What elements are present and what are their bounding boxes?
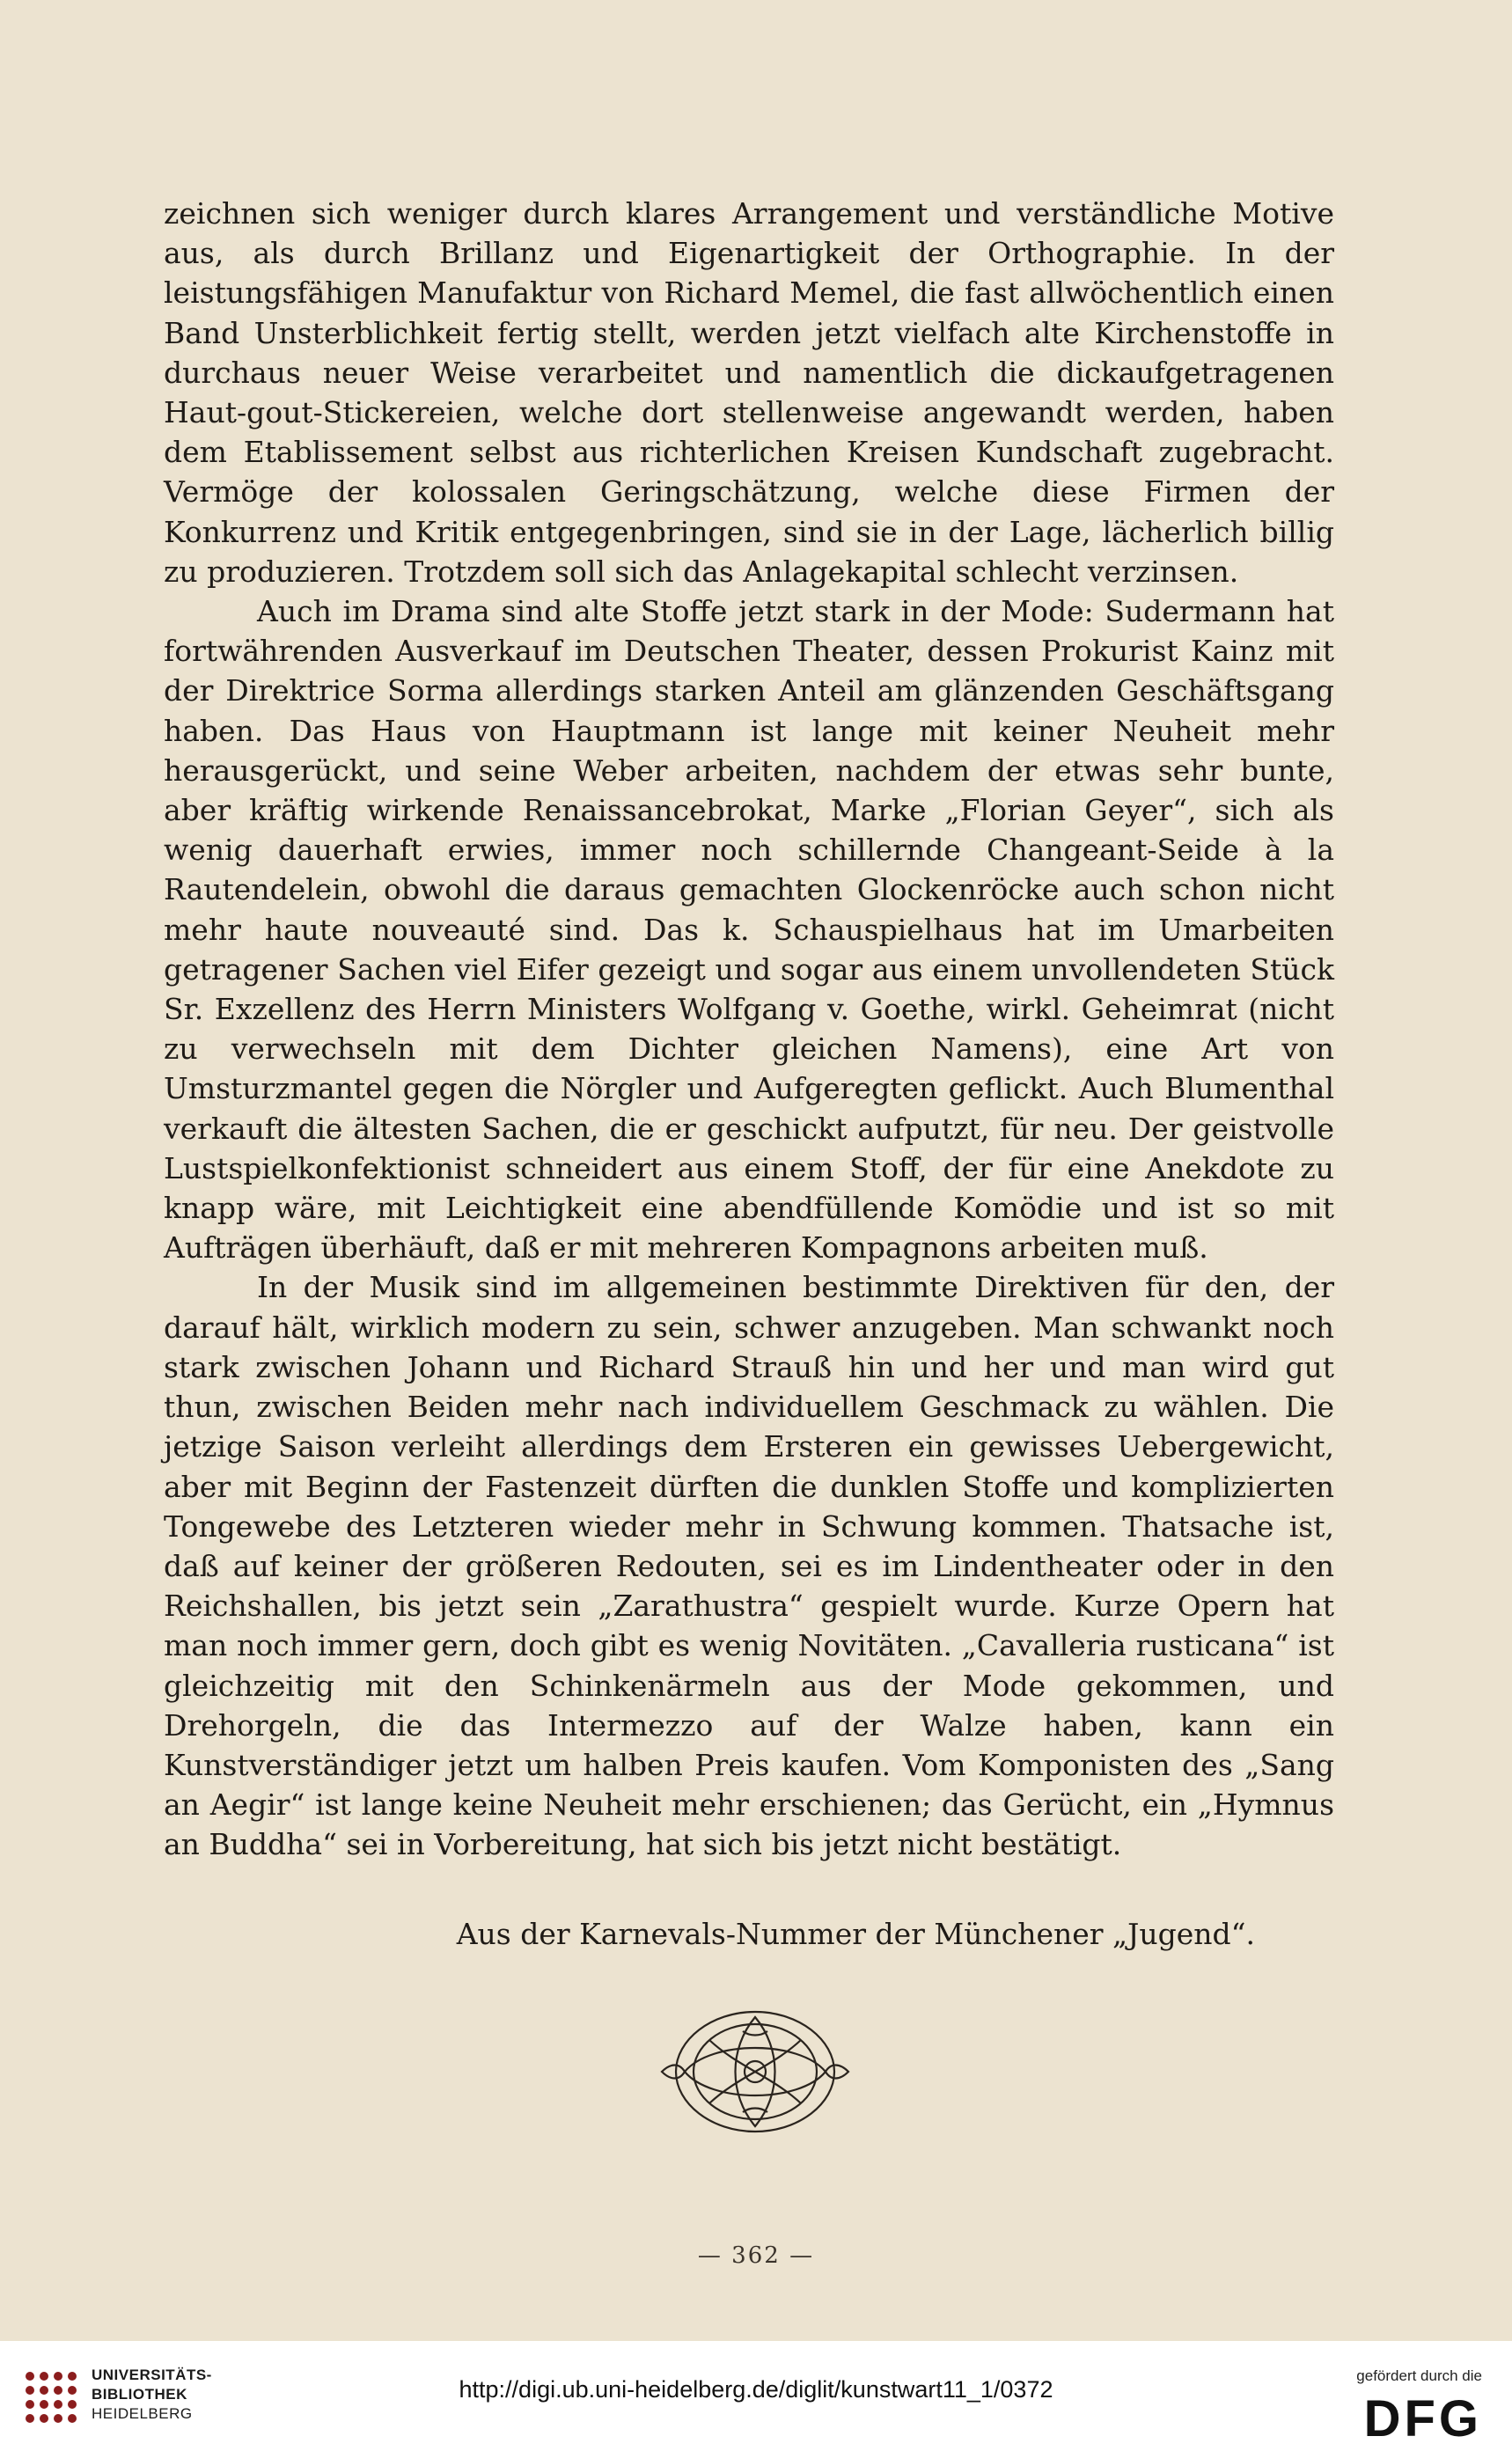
page-number: — 362 — [697,2242,815,2269]
dfg-logo-icon [1306,2392,1482,2441]
article-body [164,194,1334,1865]
decorative-ornament-icon [658,2005,852,2139]
source-attribution: Aus der Karnevals-Nummer der Münchener „Jugend“. [456,1917,1255,1951]
paragraph-2-drama: Auch im Drama sind alte Stoffe jetzt stark in der Mode: Sudermann hat fortwährenden Ausverkauf im Deutschen Theater, dessen Prokurist Kainz mit der Direktrice Sorma allerdings starken Anteil am glänzenden Geschäftsgang haben. Das Haus von Hauptmann ist lange mit keiner Neuheit mehr herausgerückt, und seine Weber arbeiten, nachdem der etwas sehr bunte, aber kräftig wirkende Renaissancebrokat, Marke „Florian Geyer“, sich als wenig dauerhaft erwies, immer noch schillernde Changeant-Seide à la Rautendelein, obwohl die daraus gemachten Glockenröcke auch schon nicht mehr haute nouveauté sind. Das k. Schauspielhaus hat im Umarbeiten getragener Sachen viel Eifer gezeigt und sogar aus einem unvollendeten Stück Sr. Exzellenz des Herrn Ministers Wolfgang v. Goethe, wirkl. Geheimrat (nicht zu verwechseln mit dem Dichter gleichen Namens), eine Art von Umsturzmantel gegen die Nörgler und Aufgeregten geflickt. Auch Blumenthal verkauft die ältesten Sachen, die er geschickt aufputzt, für neu. Der geistvolle Lustspielkonfektionist schneidert aus einem Stoff, der für eine Anekdote zu knapp wäre, mit Leichtigkeit eine abendfüllende Komödie und ist so mit Aufträgen überhäuft, daß er mit mehreren Kompagnons arbeiten muß. [164,594,1334,1266]
paragraph-3-musik: In der Musik sind im allgemeinen bestimmte Direktiven für den, der darauf hält, wirklich modern zu sein, schwer anzugeben. Man schwankt noch stark zwischen Johann und Richard Strauß hin und her und man wird gut thun, zwischen Beiden mehr nach individuellem Geschmack zu wählen. Die jetzige Saison verleiht allerdings dem Ersteren ein gewisses Uebergewicht, aber mit Beginn der Fastenzeit dürften die dunklen Stoffe und komplizierten Tongewebe des Letzteren wieder mehr in Schwung kommen. Thatsache ist, daß auf keiner der größeren Redouten, sei es im Lindentheater oder in den Reichshallen, bis jetzt sein „Zarathustra“ gespielt wurde. Kurze Opern hat man noch immer gern, doch gibt es wenig Novitäten. „Cavalleria rusticana“ ist gleichzeitig mit den Schinkenärmeln aus der Mode gekommen, und Drehorgeln, die das Intermezzo auf der Walze haben, kann ein Kunstverständiger jetzt um halben Preis kaufen. Vom Komponisten des „Sang an Aegir“ ist lange keine Neuheit mehr erschienen; das Gerücht, ein „Hymnus an Buddha“ sei in Vorbereitung, hat sich bis jetzt nicht bestätigt. [164,1270,1334,1862]
digitization-footer [0,2341,1512,2451]
paragraph-1: zeichnen sich weniger durch klares Arrangement und verständliche Motive aus, als durch Brillanz und Eigenartigkeit der Orthographie. In der leistungsfähigen Manufaktur von Richard Memel, die fast allwöchentlich einen Band Unsterblichkeit fertig stellt, werden jetzt vielfach alte Kirchenstoffe in durchaus neuer Weise verarbeitet und namentlich die dickaufgetragenen Haut-gout-Stickereien, welche dort stellenweise angewandt werden, haben dem Etablissement selbst aus richterlichen Kreisen Kundschaft zugebracht. Vermöge der kolossalen Geringschätzung, welche diese Firmen der Konkurrenz und Kritik entgegenbringen, sind sie in der Lage, lächerlich billig zu produzieren. Trotzdem soll sich das Anlagekapital schlecht verzinsen. [164,196,1334,589]
institution-line-1: UNIVERSITÄTS- [92,2367,212,2383]
institution-line-3: HEIDELBERG [92,2405,193,2422]
funding-note: gefördert durch die [1356,2367,1482,2384]
institution-line-2: BIBLIOTHEK [92,2386,187,2403]
dfg-wordmark: DFG [1363,2392,1482,2441]
source-url-link[interactable]: http://digi.ub.uni-heidelberg.de/diglit/kunstwart11_1/0372 [459,2376,1053,2403]
